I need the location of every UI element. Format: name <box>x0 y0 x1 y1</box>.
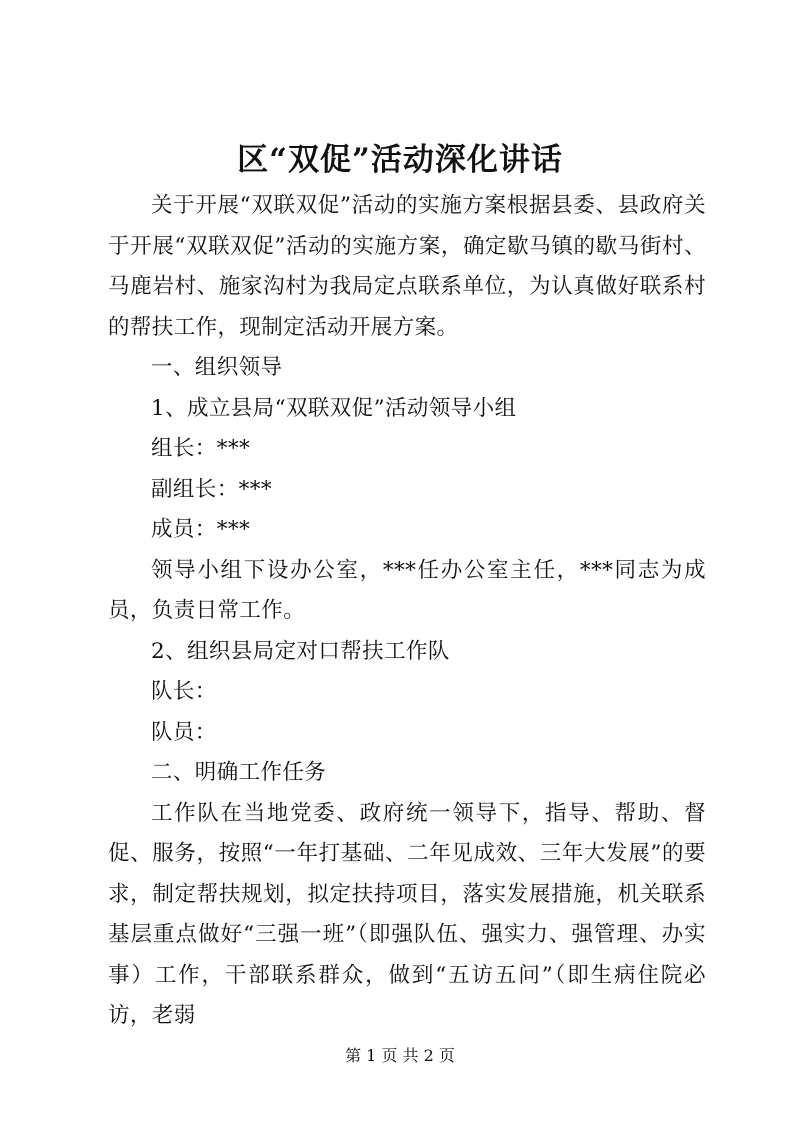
team-leader-line: 队长： <box>151 679 217 704</box>
section-heading-tasks: 二、明确工作任务 <box>151 760 327 785</box>
tasks-paragraph: 工作队在当地党委、政府统一领导下，指导、帮助、督促、服务，按照“一年打基础、二年见成效、三年大发展”的要求，制定帮扶规划，拟定扶持项目，落实发展措施，机关联系基层重点做好“三强一班”（即强队伍、强实力、强管理、办实事）工作，干部联系群众，做到“五访五问”（即生病住院必访，老弱 <box>108 800 706 1028</box>
team-members-line: 队员： <box>151 719 217 745</box>
section-heading-organization: 一、组织领导 <box>151 355 283 380</box>
paragraph-intro: 关于开展“双联双促”活动的实施方案根据县委、县政府关于开展“双联双促”活动的实施方案，确定歇马镇的歇马街村、马鹿岩村、施家沟村为我局定点联系单位，为认真做好联系村的帮扶工作，现制定活动开展方案。 <box>108 193 706 340</box>
group-leader-line: 组长：*** <box>151 436 251 461</box>
deputy-leader-line: 副组长：*** <box>151 476 273 502</box>
subsection-work-team: 2、组织县局定对口帮扶工作队 <box>151 638 450 664</box>
subsection-leading-group: 1、成立县局“双联双促”活动领导小组 <box>151 395 517 421</box>
document-title: 区“双促”活动深化讲话 <box>237 142 563 178</box>
members-line: 成员：*** <box>151 517 251 542</box>
document-body <box>108 186 706 1037</box>
office-paragraph: 领导小组下设办公室，***任办公室主任，***同志为成员，负责日常工作。 <box>108 557 706 623</box>
page-footer: 第 1 页 共 2 页 <box>345 1046 455 1065</box>
